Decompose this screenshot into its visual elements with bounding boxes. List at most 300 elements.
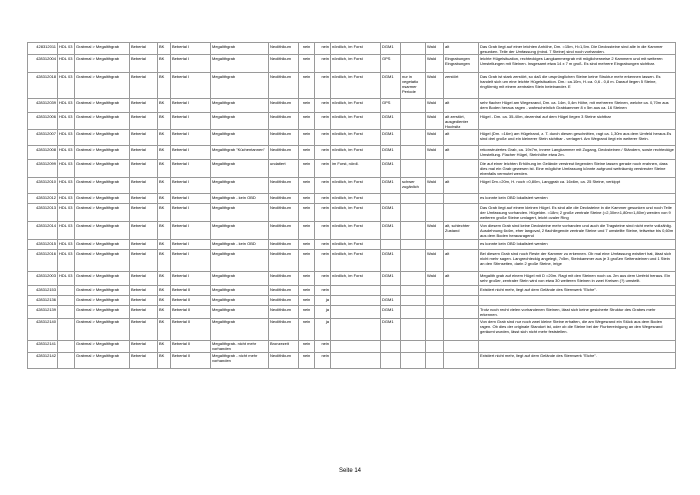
cell-loc: nördlich, im Forst [331,222,381,240]
cell-bk: BK [158,306,171,318]
cell-place: Bebertal [130,113,158,130]
cell-place: Bebertal [130,55,158,73]
cell-dgm: DGM1 [381,43,401,55]
cell-desc: Bei diesem Grab sind noch Reste der Kammer zu erkennen. Ob mal eine Umfassung existiert hat, lässt sich nicht mehr sagen. Langrechteckig angelegt, 7x5m, Steinkammer aus je 3 großen Seitensteinen und 1 Stein an den Stirnseiten, darin 2 große Steine, irrige [479,250,676,272]
cell-type: Grabmal > Megalithgrab [75,222,130,240]
cell-veg [401,43,426,55]
cell-veg [401,318,426,340]
cell-code: HDL 03 [58,240,75,250]
cell-site: Bebertal II [171,340,211,352]
cell-name: Megalithgrab [211,43,269,55]
cell-type: Grabmal > Megalithgrab [75,43,130,55]
cell-id: 428312011 [28,43,58,55]
cell-site: Bebertal I [171,204,211,222]
cell-st: alt [444,178,479,194]
table-row [28,43,676,55]
cell-desc: Trotz noch recht vielen vorhandenen Steinen, lässt sich keine gesicherte Struktur des Grabes mehr erkennen. [479,306,676,318]
cell-name: Megalithgrab- nicht mehr vorhanden [211,340,269,352]
cell-site: Bebertal II [171,352,211,368]
cell-loc: nördlich, im Forst [331,43,381,55]
cell-veg [401,130,426,146]
cell-site: Bebertal I [171,222,211,240]
cell-desc: Von dem Grab sind nur noch zwei kleine Steine erhalten, die am Wegesrand ein Stück aus dem Boden ragen. Ob dies der originale Standort ist, oder ob die Steine bei der Flurbereinigung an den Wegesrand geräumt wurden, lässt sich nicht mehr feststellen. [479,318,676,340]
cell-desc: Das Grab liegt auf einem kleinen Hügel. Es sind alle die Decksteine in die Kammer gesunken und noch Teile der Umfassung vorhanden. Hügeldm. =18m; 2 große zentrale Steine (=2,30m×1,80m×1,80m) werden von 9 weiteren große Steine umlagert, leicht ovaler Ring [479,204,676,222]
cell-veg: nur in vegetatio nsarmer Periode [401,73,426,99]
cell-st: alt [444,130,479,146]
cell-site: Bebertal I [171,272,211,286]
cell-name: Megalithgrab [211,55,269,73]
cell-name: Megalithgrab [211,130,269,146]
cell-a: nein [299,318,315,340]
cell-code: HDL 03 [58,130,75,146]
cell-type: Grabmal > Megalithgrab [75,99,130,113]
cell-bk: BK [158,340,171,352]
cell-type: Grabmal > Megalithgrab [75,160,130,178]
cell-veg [401,222,426,240]
cell-bk: BK [158,286,171,296]
cell-code: HDL 03 [58,99,75,113]
cell-wald [426,340,444,352]
cell-loc: nördlich, im Forst [331,55,381,73]
cell-period: Neolithikum [269,286,299,296]
cell-site: Bebertal II [171,306,211,318]
cell-loc [331,340,381,352]
cell-name: Megalithgrab - nicht mehr vorhanden [211,352,269,368]
cell-bk: BK [158,204,171,222]
cell-name: Megalithgrab [211,306,269,318]
cell-place: Bebertal [130,272,158,286]
cell-id: 428312136 [28,296,58,306]
cell-dgm [381,286,401,296]
cell-st: alt [444,99,479,113]
monument-table [27,42,676,369]
cell-desc: leichte Hügelsituation, rechteckiges Langkammergrab mit möglicherweise 2 Kammern und mit weiteren Umstellungen mit Steinen. Insgesamt etwa 14 x 7 m groß. Es sind mehrere Eingrabungen sichtbar. [479,55,676,73]
cell-place: Bebertal [130,194,158,204]
cell-desc: es konnte kein OBD lokalisiert werden [479,194,676,204]
cell-name: Megalithgrab [211,113,269,130]
cell-bk: BK [158,99,171,113]
cell-dgm [381,240,401,250]
cell-name: Megalithgrab [211,296,269,306]
cell-dgm: DGM1 [381,204,401,222]
cell-period: Neolithikum [269,178,299,194]
cell-place: Bebertal [130,160,158,178]
cell-bk: BK [158,296,171,306]
cell-wald [426,204,444,222]
cell-place: Bebertal [130,250,158,272]
cell-site: Bebertal I [171,178,211,194]
cell-id: 428312003 [28,272,58,286]
cell-bk: BK [158,318,171,340]
cell-dgm: DGM1 [381,113,401,130]
cell-bk: BK [158,178,171,194]
cell-type: Grabmal > Megalithgrab [75,340,130,352]
table-row [28,306,676,318]
cell-id: 428312153 [28,286,58,296]
cell-desc: rekonstruiertes Grab, ca. 19x7m, innere Langkammer mit Zugang, Decksteinen / Ständern, sowie rechteckige Umstellung. Flacher Hügel, Steinhöhe etwa 2m. [479,146,676,160]
table-row [28,130,676,146]
cell-site: Bebertal II [171,318,211,340]
cell-st: zerstört [444,73,479,99]
cell-b: nein [315,286,331,296]
cell-dgm: DGM1 [381,250,401,272]
table-row [28,178,676,194]
cell-code: HDL 03 [58,160,75,178]
cell-veg [401,272,426,286]
cell-id: 428312099 [28,160,58,178]
cell-type: Grabmal > Megalithgrab [75,146,130,160]
cell-type: Grabmal > Megalithgrab [75,204,130,222]
cell-loc [331,318,381,340]
cell-place: Bebertal [130,222,158,240]
cell-b: nein [315,99,331,113]
cell-dgm [381,340,401,352]
cell-dgm: DGM1 [381,272,401,286]
cell-place: Bebertal [130,240,158,250]
cell-b: nein [315,194,331,204]
cell-period: Neolithikum [269,130,299,146]
cell-site: Bebertal I [171,130,211,146]
cell-wald: Wald [426,43,444,55]
page-footer: Seite 14 [338,468,362,474]
cell-type: Grabmal > Megalithgrab [75,194,130,204]
cell-name: Megalithgrab [211,286,269,296]
cell-site: Bebertal I [171,43,211,55]
cell-veg [401,194,426,204]
cell-a: nein [299,43,315,55]
cell-name: Megalithgrab [211,204,269,222]
cell-st [444,306,479,318]
cell-code: HDL 03 [58,222,75,240]
cell-id: 428312012 [28,194,58,204]
cell-bk: BK [158,55,171,73]
cell-period: Neolithikum [269,272,299,286]
cell-site: Bebertal I [171,146,211,160]
cell-b: nein [315,340,331,352]
cell-wald: Wald [426,272,444,286]
cell-st: alt, schlechter Zustand [444,222,479,240]
cell-bk: BK [158,113,171,130]
cell-wald [426,160,444,178]
cell-st [444,286,479,296]
cell-type: Grabmal > Megalithgrab [75,272,130,286]
cell-bk: BK [158,272,171,286]
cell-desc: Die auf einer leichten Erhöhung im Gelände verstreut liegenden Steine lassen gerade noch erahnen, dass dies mal ein Grab gewesen ist. Eine mögliche Umfassung könnte aufgrund weiträumig verstreuter Steine ebenfalls vermutet werden. [479,160,676,178]
cell-type: Grabmal > Megalithgrab [75,250,130,272]
cell-id: 428312008 [28,146,58,160]
cell-desc: Megalith grab auf einem Hügel mit D =20m. Ragt mit den Steinen noch ca. 2m aus dem Umfeld heraus. Ein sehr großer, zentraler Stein wird von etwa 30 weiteren Steinen in zwei Kreisen (?) umstellt. [479,272,676,286]
cell-site: Bebertal I [171,250,211,272]
cell-id: 428312015 [28,240,58,250]
cell-a: nein [299,55,315,73]
cell-b: nein [315,250,331,272]
table-row [28,73,676,99]
cell-place: Bebertal [130,178,158,194]
cell-bk: BK [158,160,171,178]
cell-desc [479,296,676,306]
cell-type: Grabmal > Megalithgrab [75,73,130,99]
cell-dgm: DGM1 [381,130,401,146]
cell-place: Bebertal [130,146,158,160]
cell-desc: Das Grab ist stark zerstört, so daß die ursprünglichen Steine keine Struktur mehr erkennen lassen. Es handelt sich um eine leichte Hügelsituation. Dm.: ca.10m, H.:ca. 0,6 - 0,8 m. Darauf liegen 5 Steine, ringförmig mit einem zentralen Stein beieinander. E [479,73,676,99]
cell-place: Bebertal [130,43,158,55]
cell-wald: Wald [426,99,444,113]
cell-veg: schwer zugänlich [401,178,426,194]
cell-period: Neolithikum [269,296,299,306]
cell-dgm: GPS [381,99,401,113]
cell-code: HDL 03 [58,55,75,73]
cell-name: Megalithgrab - kein OBD [211,240,269,250]
cell-veg [401,204,426,222]
cell-bk: BK [158,146,171,160]
cell-name: Megalithgrab [211,272,269,286]
cell-a: nein [299,286,315,296]
cell-id: 428312007 [28,130,58,146]
cell-a: nein [299,146,315,160]
cell-a: nein [299,178,315,194]
cell-name: Megalithgrab [211,160,269,178]
cell-st: alt [444,146,479,160]
cell-st [444,194,479,204]
cell-id: 428312139 [28,306,58,318]
cell-st [444,240,479,250]
cell-code [58,352,75,368]
cell-dgm: DGM1 [381,306,401,318]
table-row [28,160,676,178]
cell-st: Eingrabungen Eingrabungen [444,55,479,73]
cell-site: Bebertal I [171,55,211,73]
cell-code [58,318,75,340]
cell-period: Neolithikum [269,73,299,99]
cell-wald [426,318,444,340]
cell-loc: nördlich, im Forst [331,73,381,99]
cell-dgm: DGM1 [381,222,401,240]
cell-type: Grabmal > Megalithgrab [75,296,130,306]
cell-type: Grabmal > Megalithgrab [75,178,130,194]
cell-st: alt [444,43,479,55]
table-row [28,340,676,352]
cell-code [58,296,75,306]
cell-place: Bebertal [130,99,158,113]
cell-loc [331,306,381,318]
cell-id: 428312016 [28,250,58,272]
cell-desc: Hügel (Dm. =16m) am Hügelrand, z. T. durch diesen geschnitten, ragt ca. 1,30m aus dem Umfeld heraus.Es sind drei große und ein kleinerer Stein sichtbar - verlagert. Am Wegrand liegt ein weiterer Stein. [479,130,676,146]
cell-a: nein [299,222,315,240]
cell-veg [401,306,426,318]
cell-dgm: DGM1 [381,146,401,160]
cell-site: Bebertal I [171,113,211,130]
cell-place: Bebertal [130,306,158,318]
cell-type: Grabmal > Megalithgrab [75,286,130,296]
cell-wald: Wald [426,250,444,272]
cell-veg [401,340,426,352]
cell-wald: Wald [426,113,444,130]
cell-wald: Wald [426,222,444,240]
table-row [28,296,676,306]
cell-bk: BK [158,250,171,272]
cell-b: nein [315,160,331,178]
cell-veg [401,286,426,296]
cell-period: Neolithikum [269,194,299,204]
table-row [28,99,676,113]
cell-b: nein [315,146,331,160]
table-row [28,318,676,340]
cell-veg [401,240,426,250]
cell-veg [401,160,426,178]
cell-b: nein [315,240,331,250]
table-row [28,222,676,240]
cell-a: nein [299,99,315,113]
cell-dgm: DGM1 [381,178,401,194]
cell-bk: BK [158,194,171,204]
table-row [28,146,676,160]
cell-period: Neolithikum [269,240,299,250]
cell-b: nein [315,73,331,99]
cell-wald [426,296,444,306]
cell-wald [426,194,444,204]
cell-period: Neolithikum [269,204,299,222]
cell-period: Neolithikum [269,55,299,73]
cell-period: Bronzezeit [269,340,299,352]
cell-veg [401,296,426,306]
cell-name: Megalithgrab [211,99,269,113]
cell-a: nein [299,250,315,272]
cell-bk: BK [158,222,171,240]
cell-code [58,340,75,352]
cell-name: Megalithgrab [211,73,269,99]
cell-desc: es konnte kein OBD lokalisiert werden [479,240,676,250]
cell-b: ja [315,296,331,306]
cell-loc: nördlich, im Forst [331,250,381,272]
cell-dgm [381,352,401,368]
cell-id: 428312004 [28,55,58,73]
cell-veg [401,146,426,160]
table-row [28,194,676,204]
cell-period: Neolithikum [269,318,299,340]
cell-place: Bebertal [130,340,158,352]
cell-dgm: DGM1 [381,296,401,306]
cell-name: Megalithgrab [211,222,269,240]
cell-desc: Hügel Dm.=20m, H. noch =0,80m, Langgrab ca. 16x6m, ca. 25 Steine, verkippt [479,178,676,194]
cell-code: HDL 03 [58,204,75,222]
cell-st [444,340,479,352]
cell-st [444,296,479,306]
cell-wald [426,240,444,250]
cell-site: Bebertal I [171,240,211,250]
cell-id: 428312140 [28,318,58,340]
cell-period: Neolithikum [269,250,299,272]
table-row [28,240,676,250]
cell-a: nein [299,306,315,318]
cell-id: 428312013 [28,204,58,222]
cell-type: Grabmal > Megalithgrab [75,306,130,318]
cell-loc: nördlich, im Forst [331,146,381,160]
cell-veg [401,113,426,130]
cell-period: undatiert [269,160,299,178]
cell-a: nein [299,73,315,99]
cell-code: HDL 03 [58,113,75,130]
cell-name: Megalithgrab "Küchentannen" [211,146,269,160]
cell-wald [426,306,444,318]
cell-a: nein [299,194,315,204]
cell-b: nein [315,352,331,368]
cell-wald [426,352,444,368]
cell-bk: BK [158,240,171,250]
cell-id: 428312018 [28,73,58,99]
table-row [28,272,676,286]
cell-b: ja [315,318,331,340]
cell-id: 428312141 [28,340,58,352]
cell-loc: nördlich, im Forst [331,99,381,113]
cell-desc: sehr flacher Hügel am Wegesrand, Dm. ca. 14m, 0,4m Höhe, mit mehreren Steinen, welche ca. 0,70m aus dem Boden heraus ragen - wahrscheinlich Grabkammer 8 x 5m aus ca. 16 Steinen [479,99,676,113]
cell-wald: Wald [426,130,444,146]
cell-a: nein [299,113,315,130]
cell-loc: nördlich, im Forst [331,272,381,286]
cell-a: nein [299,296,315,306]
cell-desc: Von diesem Grab sind keine Decksteine mehr vorhanden und auch die Tragsteine sind nicht mehr vollzählig. Ausdehnung 6x4m, eher langoval, 2 flachliegende zentrale Steine und 7 umstellte Steine, teilweise bis 0,60m aus dem Boden herausragend [479,222,676,240]
cell-name: Megalithgrab [211,178,269,194]
table-row [28,250,676,272]
cell-site: Bebertal II [171,286,211,296]
cell-loc: nördlich, im Forst [331,113,381,130]
cell-period: Neolithikum [269,99,299,113]
cell-place: Bebertal [130,352,158,368]
cell-a: nein [299,240,315,250]
cell-b: ja [315,306,331,318]
cell-desc: Hügel - Dm. ca. 35-40m, dezentral auf dem Hügel liegen 3 Steine sichtbar [479,113,676,130]
cell-type: Grabmal > Megalithgrab [75,55,130,73]
cell-name: Megalithgrab [211,318,269,340]
cell-bk: BK [158,43,171,55]
cell-dgm: DGM1 [381,318,401,340]
cell-type: Grabmal > Megalithgrab [75,113,130,130]
cell-st [444,204,479,222]
cell-b: nein [315,55,331,73]
cell-site: Bebertal I [171,160,211,178]
cell-wald [426,286,444,296]
cell-a: nein [299,352,315,368]
cell-loc [331,352,381,368]
cell-veg [401,99,426,113]
cell-wald: Wald [426,178,444,194]
cell-code: HDL 03 [58,146,75,160]
cell-type: Grabmal > Megalithgrab [75,318,130,340]
cell-a: nein [299,204,315,222]
cell-place: Bebertal [130,318,158,340]
cell-place: Bebertal [130,130,158,146]
cell-dgm: GPS [381,55,401,73]
cell-name: Megalithgrab - kein OBD [211,194,269,204]
cell-period: Neolithikum [269,113,299,130]
cell-bk: BK [158,73,171,99]
cell-code: HDL 03 [58,194,75,204]
cell-type: Grabmal > Megalithgrab [75,352,130,368]
cell-site: Bebertal II [171,296,211,306]
cell-code: HDL 03 [58,178,75,194]
cell-period: Neolithikum [269,146,299,160]
cell-code: HDL 03 [58,272,75,286]
cell-st [444,160,479,178]
table-row [28,113,676,130]
cell-loc: nördlich, im Forst [331,240,381,250]
cell-a: nein [299,160,315,178]
cell-period: Neolithikum [269,306,299,318]
cell-wald: Wald [426,55,444,73]
cell-veg [401,55,426,73]
cell-bk: BK [158,130,171,146]
cell-a: nein [299,340,315,352]
cell-id: 428312010 [28,178,58,194]
